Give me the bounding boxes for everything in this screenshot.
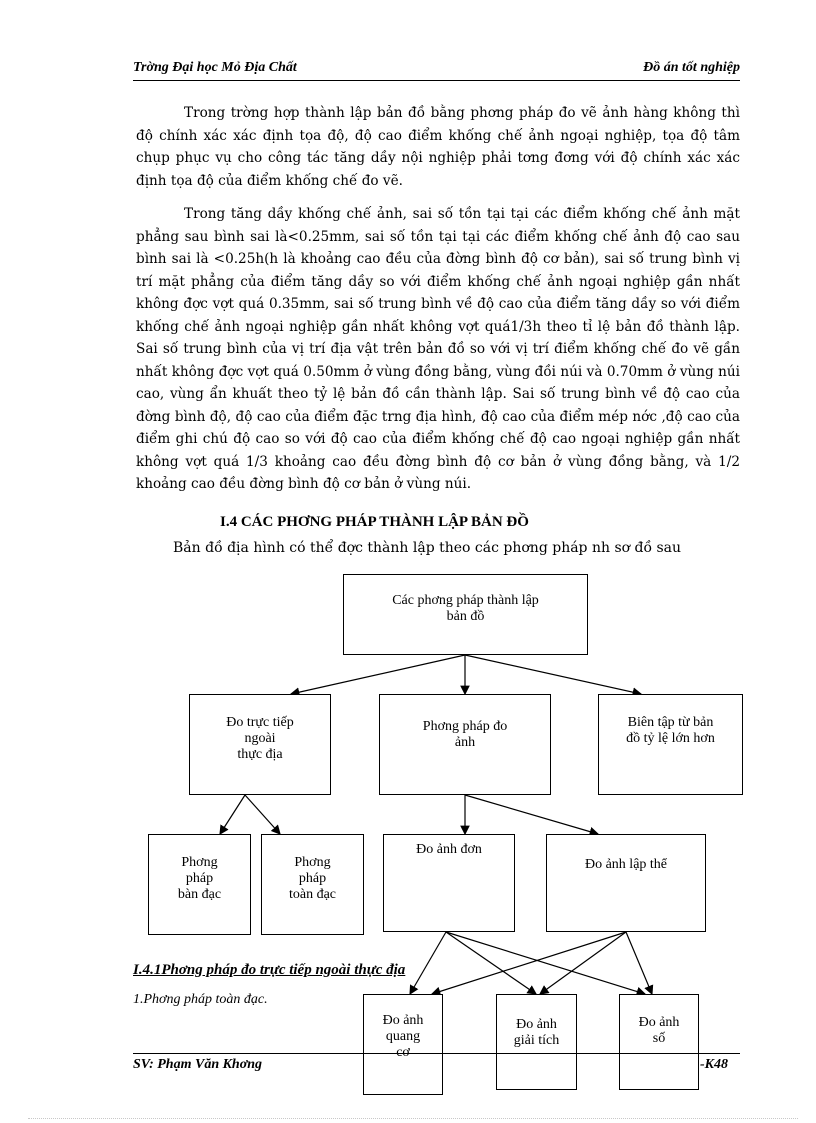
box-optical-line-2: quang [385, 1029, 421, 1044]
box-direct-field-line-3: thực địa [237, 747, 283, 762]
box-methods-root [343, 574, 588, 655]
box-analytic-line-2: giải tích [513, 1033, 560, 1048]
arrow-single-optical [410, 932, 446, 994]
arrow-stereo-digital [626, 932, 652, 994]
arrow-direct-totalstation [245, 795, 280, 834]
box-stereo-photo-line-1: Đo ảnh lập thể [584, 857, 668, 872]
box-total-station [261, 834, 364, 935]
box-plane-table-line-3: bàn đạc [177, 887, 222, 902]
section-intro: Bản đồ địa hình có thể đợc thành lập theo các phơng pháp nh sơ đồ sau [173, 540, 682, 556]
box-compile-map-line-1: Biên tập từ bản [627, 715, 714, 730]
box-plane-table-line-2: pháp [185, 871, 214, 886]
box-analytic [496, 994, 577, 1090]
paragraph-1 [136, 102, 740, 192]
box-compile-map [598, 694, 743, 795]
box-stereo-photo [546, 834, 706, 932]
box-digital [619, 994, 699, 1090]
footer-student: SV: Phạm Văn Khơng [133, 1057, 263, 1072]
paragraph-1-text: Trong trờng hợp thành lập bản đồ bằng phơng pháp đo vẽ ảnh hàng không thì độ chính xác xác định tọa độ, độ cao điểm khống chế ảnh ngoại nghiệp, tọa độ tâm chụp phục vụ cho công tác tăng dầy nội nghiệp phải tơng đơng với độ chính xác xác định tọa độ của điểm khống chế đo vẽ. [136, 105, 740, 189]
arrow-single-digital [446, 932, 645, 994]
header-school: Trờng Đại học Mỏ Địa Chất [133, 60, 297, 75]
header-title: Đồ án tốt nghiệp [643, 60, 740, 75]
box-optical-line-3: cơ [396, 1045, 410, 1060]
box-direct-field-line-2: ngoài [244, 731, 276, 746]
box-total-station-line-3: toàn đạc [288, 887, 337, 902]
paragraph-2-text: Trong tăng dầy khống chế ảnh, sai số tồn tại tại các điểm khống chế ảnh mặt phẳng sau bình sai là<0.25mm, sai số tồn tại tại các điểm khống chế ảnh độ cao sau bình sai là <0.25h(h là khoảng cao đều của đờng bình độ cơ bản), sai số trung bình vị trí mặt phẳng của điểm tăng dầy so với điểm khống chế ảnh ngoại nghiệp gần nhất không đợc vợt quá 0.35mm, sai số trung bình về độ cao của điểm tăng dầy so với điểm khống chế ảnh ngoại nghiệp gần nhất không vợt quá1/3h theo tỉ lệ bản đồ thành lập. Sai số trung bình của vị trí địa vật trên bản đồ so với vị trí điểm khống chế đo vẽ gần nhất không đợc vợt quá 0.50mm ở vùng đồng bằng, vùng đồi núi và 0.70mm ở vùng núi cao, vùng ẩn khuất theo tỷ lệ bản đồ cần thành lập. Sai số trung bình về độ cao của đờng bình độ, độ cao của điểm đặc trng địa hình, độ cao của điểm mép nớc ,độ cao của điểm ghi chú độ cao so với độ cao của điểm khống chế độ cao ngoại nghiệp gần nhất không vợt quá 1/3 khoảng cao đều đờng bình độ cơ bản ở vùng đồng bằng, và 1/2 khoảng cao đều đờng bình độ cơ bản ở vùng núi. [136, 206, 740, 492]
section-heading: I.4 CÁC PHƠNG PHÁP THÀNH LẬP BẢN ĐỒ [220, 514, 529, 530]
box-direct-field-line-1: Đo trực tiếp [226, 715, 294, 730]
arrow-root-compile [465, 655, 641, 694]
page-edge-dots [28, 1118, 798, 1119]
subsection-heading: I.4.1Phơng pháp đo trực tiếp ngoài thực địa [133, 962, 406, 978]
paragraph-2 [136, 203, 740, 496]
subsection-item: 1.Phơng pháp toàn đạc. [133, 992, 268, 1007]
box-optical-line-1: Đo ảnh [382, 1013, 424, 1028]
header-rule [133, 80, 740, 81]
box-plane-table [148, 834, 251, 935]
box-total-station-line-2: pháp [298, 871, 327, 886]
box-methods-root-line-1: Các phơng pháp thành lập [392, 593, 539, 608]
arrow-single-analytic [446, 932, 536, 994]
arrow-root-direct [291, 655, 465, 694]
box-digital-line-2: số [652, 1031, 666, 1046]
arrow-stereo-optical [432, 932, 626, 994]
footer-rule [133, 1053, 740, 1054]
arrow-photo-stereo [465, 795, 598, 834]
box-digital-line-1: Đo ảnh [638, 1015, 680, 1030]
box-single-photo [383, 834, 515, 932]
footer-class: -K48 [700, 1057, 728, 1072]
box-direct-field [189, 694, 331, 795]
box-photo-method [379, 694, 551, 795]
box-single-photo-line-1: Đo ảnh đơn [416, 842, 482, 857]
arrow-stereo-analytic [540, 932, 626, 994]
box-total-station-line-1: Phơng [294, 855, 331, 870]
arrow-direct-planetable [220, 795, 245, 834]
box-optical-mechanical [363, 994, 443, 1095]
box-photo-method-line-1: Phơng pháp đo [422, 719, 508, 734]
box-compile-map-line-2: đồ tỷ lệ lớn hơn [626, 731, 715, 746]
box-plane-table-line-1: Phơng [181, 855, 218, 870]
box-photo-method-line-2: ảnh [454, 735, 476, 750]
box-analytic-line-1: Đo ảnh [516, 1017, 557, 1032]
box-methods-root-line-2: bản đồ [446, 609, 485, 624]
